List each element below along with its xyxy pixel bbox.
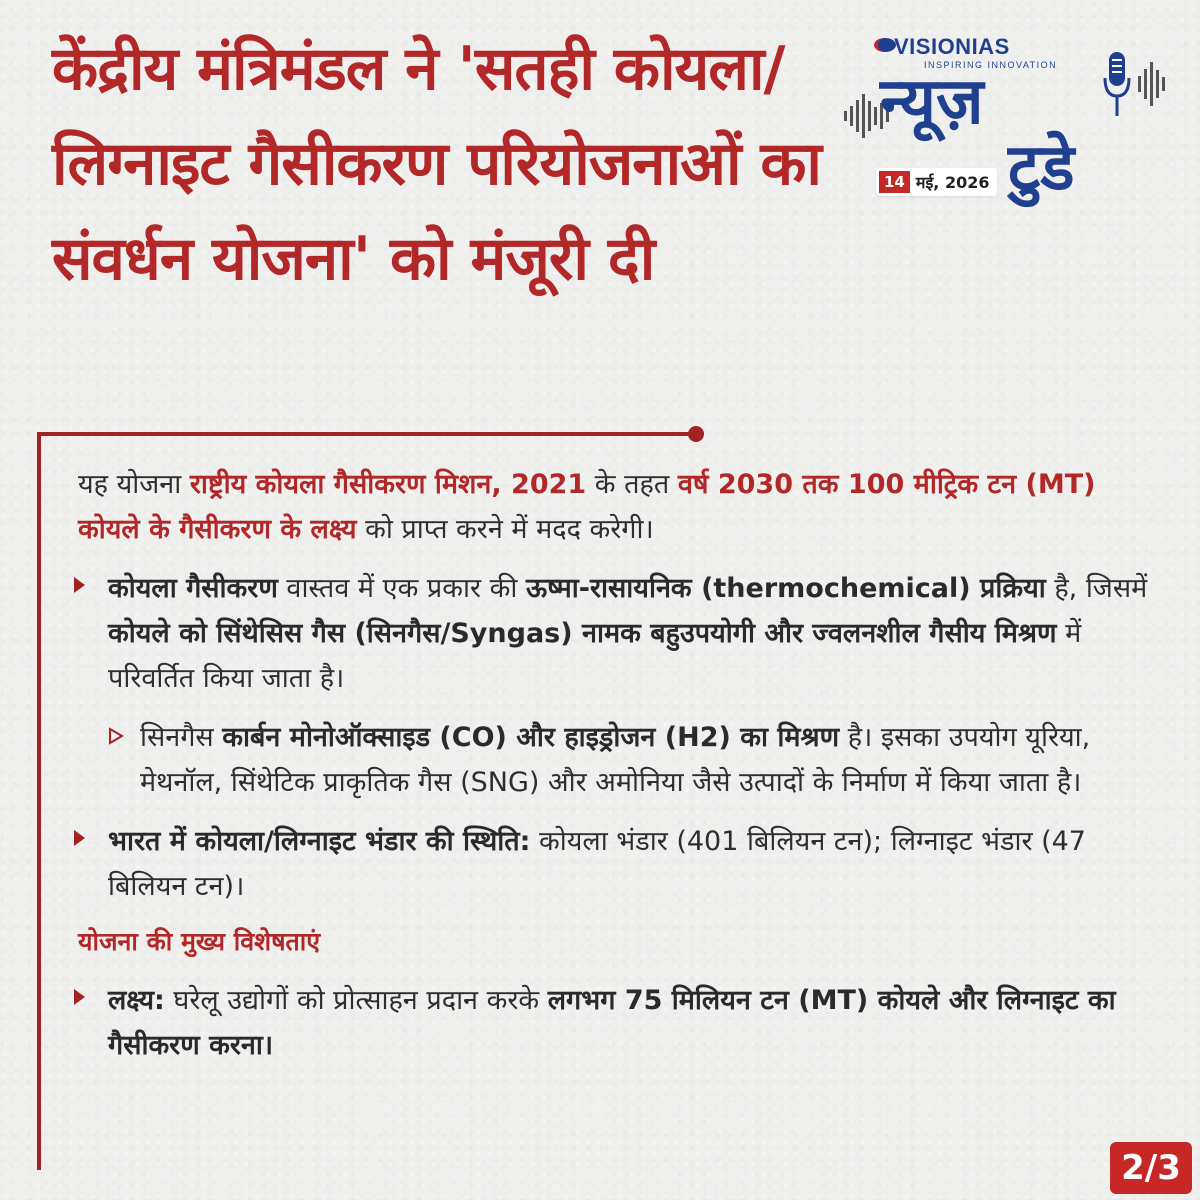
article-body <box>78 462 1158 1068</box>
frame-dot <box>688 426 704 442</box>
brand-tagline: INSPIRING INNOVATION <box>924 60 1058 70</box>
page-title: केंद्रीय मंत्रिमंडल ने 'सतही कोयला/लिग्नाइट गैसीकरण परियोजनाओं का संवर्धन योजना' को मंजूरी दी <box>52 34 821 294</box>
intro-text-1: यह योजना <box>78 469 190 500</box>
intro-highlight-target: वर्ष 2030 तक 100 मीट्रिक टन (MT) कोयले के गैसीकरण के लक्ष्य <box>78 469 1096 545</box>
arrow-bullet-icon <box>74 577 85 593</box>
bullet1-text-1: वास्तव में एक प्रकार की <box>277 573 526 604</box>
visionias-logo-icon <box>874 38 896 52</box>
sub-bullet-text-1: सिनगैस <box>140 722 223 753</box>
intro-text-3: को प्राप्त करने में मदद करेगी। <box>356 514 654 545</box>
arrow-bullet-icon <box>74 989 85 1005</box>
bullet2-bold: भारत में कोयला/लिग्नाइट भंडार की स्थिति: <box>108 826 531 857</box>
bullet1-bold-2: ऊष्मा-रासायनिक (thermochemical) प्रक्रिया <box>525 573 1046 604</box>
bullet3-bold-1: लक्ष्य: <box>108 985 165 1016</box>
sub-bullet-syngas <box>78 715 1158 805</box>
logo-word-news: न्यूज़ <box>880 65 984 139</box>
date-day: 14 <box>879 171 910 193</box>
sound-wave-right-icon <box>1138 62 1165 106</box>
page-number-badge: 2/3 <box>1110 1142 1192 1194</box>
bullet-target <box>78 978 1158 1068</box>
sub-bullet-bold: कार्बन मोनोऑक्साइड (CO) और हाइड्रोजन (H2) का मिश्रण <box>222 722 840 753</box>
logo-word-today: टुडे <box>1008 131 1075 205</box>
bullet1-bold-1: कोयला गैसीकरण <box>108 573 278 604</box>
frame-left-line <box>37 432 41 1170</box>
bullet-reserves <box>78 819 1158 909</box>
bullet1-bold-3: कोयले को सिंथेसिस गैस (सिनगैस/Syngas) नामक बहुउपयोगी और ज्वलनशील गैसीय मिश्रण <box>108 618 1057 649</box>
bullet1-text-3: में परिवर्तित किया जाता है। <box>108 618 1082 694</box>
frame-top-line <box>37 432 695 436</box>
bullet1-text-2: है, जिसमें <box>1045 573 1148 604</box>
bullet2-text: कोयला भंडार (401 बिलियन टन); लिग्नाइट भंडार (47 बिलियन टन)। <box>108 826 1086 902</box>
bullet-coal-gasification <box>78 566 1158 701</box>
date-month-year: मई, 2026 <box>915 173 990 192</box>
brand-name: VISIONIAS <box>894 34 1010 59</box>
bullet3-text: घरेलू उद्योगों को प्रोत्साहन प्रदान करके <box>164 985 548 1016</box>
bullet3-bold-2: लगभग 75 मिलियन टन (MT) कोयले और लिग्नाइट का गैसीकरण करना। <box>108 985 1116 1061</box>
section-subheading: योजना की मुख्य विशेषताएं <box>78 927 321 956</box>
arrow-bullet-icon <box>74 830 85 846</box>
intro-paragraph <box>78 462 1158 552</box>
outline-arrow-bullet-icon <box>108 727 124 745</box>
microphone-icon <box>1102 50 1132 122</box>
intro-highlight-mission: राष्ट्रीय कोयला गैसीकरण मिशन, 2021 <box>189 469 587 500</box>
sub-bullet-text-2: है। इसका उपयोग यूरिया, मेथनॉल, सिंथेटिक प्राकृतिक गैस (SNG) और अमोनिया जैसे उत्पादों के निर्माण में किया जाता है। <box>140 722 1091 798</box>
intro-text-2: के तहत <box>586 469 678 500</box>
date-badge <box>876 168 997 196</box>
